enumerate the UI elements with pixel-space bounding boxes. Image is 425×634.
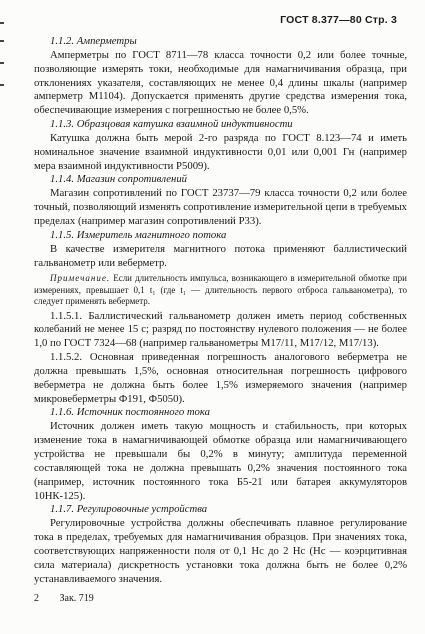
paragraph: Амперметры по ГОСТ 8711—78 класса точности 0,2 или более точные, позволяющие измерять токи, необходимые для намагничивания образца, при отклонениях указателя, составляющих не менее 0,4 длины шкалы (например амперметр М1104). Допускается применять другие средства измерения тока, обеспечивающие измерения с погрешностью не более 0,5%. [34, 48, 407, 117]
paragraph: 1.1.5.2. Основная приведенная погрешность аналогового веберметра не должна превышать 1,5%, основная относительная погрешность цифрового веберметра не должна быть более 1,5% измеряемого значения (например микровеберметры Ф191, Ф5050). [34, 351, 407, 405]
paragraph: Магазин сопротивлений по ГОСТ 23737—79 класса точности 0,2 или более точный, позволяющий изменять сопротивление измерительной цепи в требуемых пределах (например магазин сопротивлений Р33). [34, 187, 407, 227]
paragraph: Источник должен иметь такую мощность и стабильность, при которых изменение тока в намагничивающей обмотке образца или намагничивающего устройства не превышали бы 0,2% в минуту; амплитуда переменной составляющей тока не должна превышать 0,2% значения постоянного тока (например, источник постоянного тока Б5-21 или батарея аккумуляторов 10НК-125). [34, 420, 407, 502]
page-header: ГОСТ 8.377—80 Стр. 3 [280, 14, 397, 26]
section-heading: 1.1.6. Источник постоянного тока [50, 406, 210, 419]
paragraph: Катушка должна быть мерой 2-го разряда по ГОСТ 8.123—74 и иметь номинальное значение взаимной индуктивности 0,01 или 0,001 Гн (например мера взаимной индуктивности Р5009). [34, 131, 407, 172]
section-heading: 1.1.2. Амперметры [50, 35, 137, 47]
note-label: Примечание. [50, 273, 111, 284]
page-footer [34, 593, 112, 604]
section-heading: 1.1.7. Регулировочные устройства [50, 503, 208, 516]
note-paragraph [34, 273, 407, 307]
footer-order-number: Зак. 719 [59, 593, 94, 604]
section-heading: 1.1.4. Магазин сопротивлений [50, 173, 188, 186]
paragraph: Регулировочные устройства должны обеспечивать плавное регулирование тока в пределах, требуемых для намагничивания образцов. При значениях тока, соответствующих напряженности поля от 0,1 Hc до 2 Hc (Hc — коэрцитивная сила материала) дискретность установки тока должна быть не более 0,2% устанавливаемого значения. [34, 517, 407, 585]
section-heading: 1.1.3. Образцовая катушка взаимной индуктивности [50, 118, 293, 131]
paragraph: В качестве измерителя магнитного потока применяют баллистический гальванометр или веберметр. [34, 242, 407, 269]
paragraph: 1.1.5.1. Баллистический гальванометр должен иметь период собственных колебаний не менее 15 с; разряд по постоянству нулевого положения — не более 1,0 по ГОСТ 7324—68 (например гальванометры М17/11, М17/12, М17/13). [34, 309, 407, 350]
scan-edge-marks [0, 22, 6, 92]
footer-page-mark: 2 [34, 593, 39, 604]
note-text: Если длительность импульса, возникающего в измерительной обмотке при измерениях, превышает 0,1 t₁ (где t₁ — длительность первого отброса гальванометра), то следует применять веберметр. [34, 273, 407, 307]
document-body [34, 35, 407, 586]
section-heading: 1.1.5. Измеритель магнитного потока [50, 228, 227, 241]
